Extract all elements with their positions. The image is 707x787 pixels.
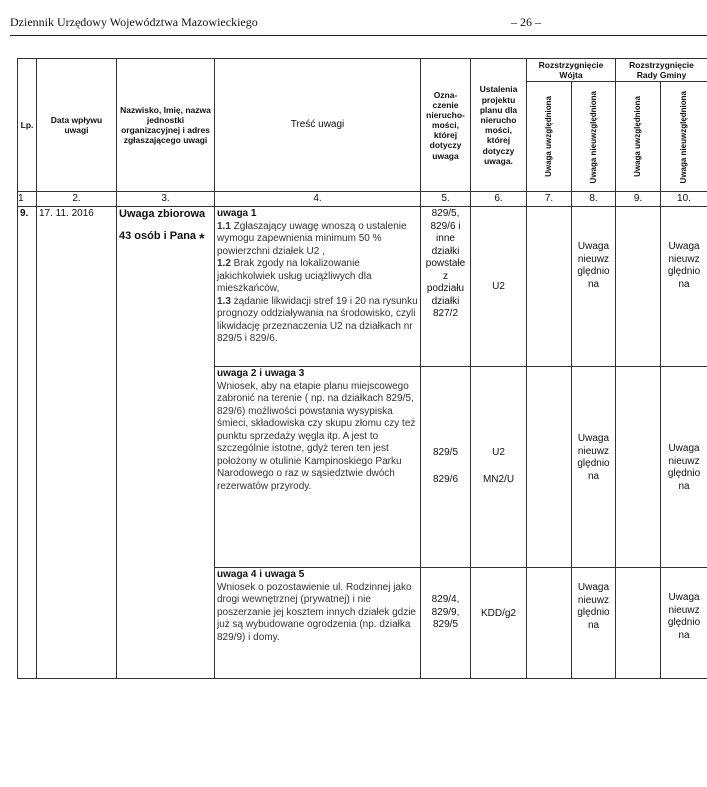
col-wojt-considered: Uwaga uwzględniona (527, 82, 572, 192)
rada-considered-cell (616, 207, 661, 367)
wojt-considered-cell (527, 367, 572, 568)
wojt-considered-cell (527, 207, 572, 367)
col-content: Treść uwagi (215, 59, 421, 192)
entry-date: 17. 11. 2016 (37, 207, 117, 679)
plan-designation: U2 (471, 207, 527, 367)
col-plan: Ustalenia projektu planu dla nierucho mości, której dotyczy uwaga. (471, 59, 527, 192)
wojt-decision: Uwaga nieuwz ględnio na (572, 367, 616, 568)
comment-title: uwaga 1 (217, 208, 257, 220)
point-text: żądanie likwidacji stref 19 i 20 na rysunku prognozy oddziaływania na środowisko, czyli likwidację przeznaczenia U2 na działkach nr 829/5 i 829/6. (217, 295, 418, 345)
submitter-line2: 43 osób i Pana (119, 230, 197, 243)
group-rada: Rozstrzygnięcie Rady Gminy (616, 59, 707, 82)
entry-submitter (117, 207, 215, 679)
wojt-decision: Uwaga nieuwz ględnio na (572, 568, 616, 679)
anonymized-star: * (199, 230, 205, 247)
rada-decision: Uwaga nieuwz ględnio na (661, 568, 707, 679)
rada-decision: Uwaga nieuwz ględnio na (661, 207, 707, 367)
comment-content (215, 207, 421, 367)
table-row (18, 207, 707, 367)
col-lp: Lp. (18, 59, 37, 192)
comments-table (17, 58, 707, 679)
comment-title: uwaga 2 i uwaga 3 (217, 368, 305, 380)
journal-title: Dziennik Urzędowy Województwa Mazowieckiego (10, 15, 258, 29)
col-number: 5. (421, 192, 471, 207)
plan-designation: KDD/g2 (471, 568, 527, 679)
submitter-line1: Uwaga zbiorowa (119, 208, 206, 221)
col-number: 3. (117, 192, 215, 207)
plan-designation: U2 MN2/U (471, 367, 527, 568)
comment-text: Wniosek o pozostawienie ul. Rodzinnej jako drogi wewnętrznej (prywatnej) i nie poszerzanie jej kosztem innych działek gdzie już są wybudowane ogrodzenia (np. działka 829/9) i domy. (217, 581, 416, 643)
col-number: 2. (37, 192, 117, 207)
point-number: 1.3 (217, 295, 231, 307)
col-date: Data wpływu uwagi (37, 59, 117, 192)
comment-text: Wniosek, aby na etapie planu miejscowego zabronić na terenie ( np. na działkach 829/5, 829/6) możliwości powstania wysypiska śmieci, składowiska czy skupu złomu czy też punktu sprzedaży węgla itp. A jest to szczególnie istotne, gdyż teren ten jest położony w otulinie Kampinoskiego Parku Narodowego o raz w sąsiedztwie dwóch rezerwatów przyrody. (217, 380, 416, 492)
col-number: 8. (572, 192, 616, 207)
col-name: Nazwisko, Imię, nazwa jednostki organizacyjnej i adres zgłaszającego uwagi (117, 59, 215, 192)
point-text: Zgłaszający uwagę wnoszą o ustalenie wymogu zapewnienia minimum 50 % powierzchni działek U2 , (217, 220, 407, 257)
col-number: 9. (616, 192, 661, 207)
rada-considered-cell (616, 367, 661, 568)
col-designation: Ozna-czenie nierucho-mości, której dotyczy uwaga (421, 59, 471, 192)
group-wojt: Rozstrzygnięcie Wójta (527, 59, 616, 82)
col-number: 1 (18, 192, 37, 207)
comment-content (215, 568, 421, 679)
col-number: 10. (661, 192, 707, 207)
col-number: 7. (527, 192, 572, 207)
point-number: 1.1 (217, 220, 231, 232)
property-designation: 829/5, 829/6 i inne działki powstałe z podziału działki 827/2 (421, 207, 471, 367)
col-wojt-not-considered: Uwaga nieuwzględniona (572, 82, 616, 192)
wojt-decision: Uwaga nieuwz ględnio na (572, 207, 616, 367)
col-rada-considered: Uwaga uwzględniona (616, 82, 661, 192)
page-number: – 26 – (511, 15, 541, 29)
property-designation: 829/4, 829/9, 829/5 (421, 568, 471, 679)
comment-content (215, 367, 421, 568)
rada-decision: Uwaga nieuwz ględnio na (661, 367, 707, 568)
point-number: 1.2 (217, 258, 231, 270)
column-numbers-row (18, 192, 707, 207)
rada-considered-cell (616, 568, 661, 679)
entry-lp: 9. (18, 207, 37, 679)
col-number: 4. (215, 192, 421, 207)
page-header (10, 15, 707, 36)
comment-title: uwaga 4 i uwaga 5 (217, 569, 305, 581)
wojt-considered-cell (527, 568, 572, 679)
point-text: Brak zgody na lokalizowanie jakichkolwiek usług uciążliwych dla mieszkańców, (217, 258, 372, 295)
col-number: 6. (471, 192, 527, 207)
col-rada-not-considered: Uwaga nieuwzględniona (661, 82, 707, 192)
property-designation: 829/5 829/6 (421, 367, 471, 568)
